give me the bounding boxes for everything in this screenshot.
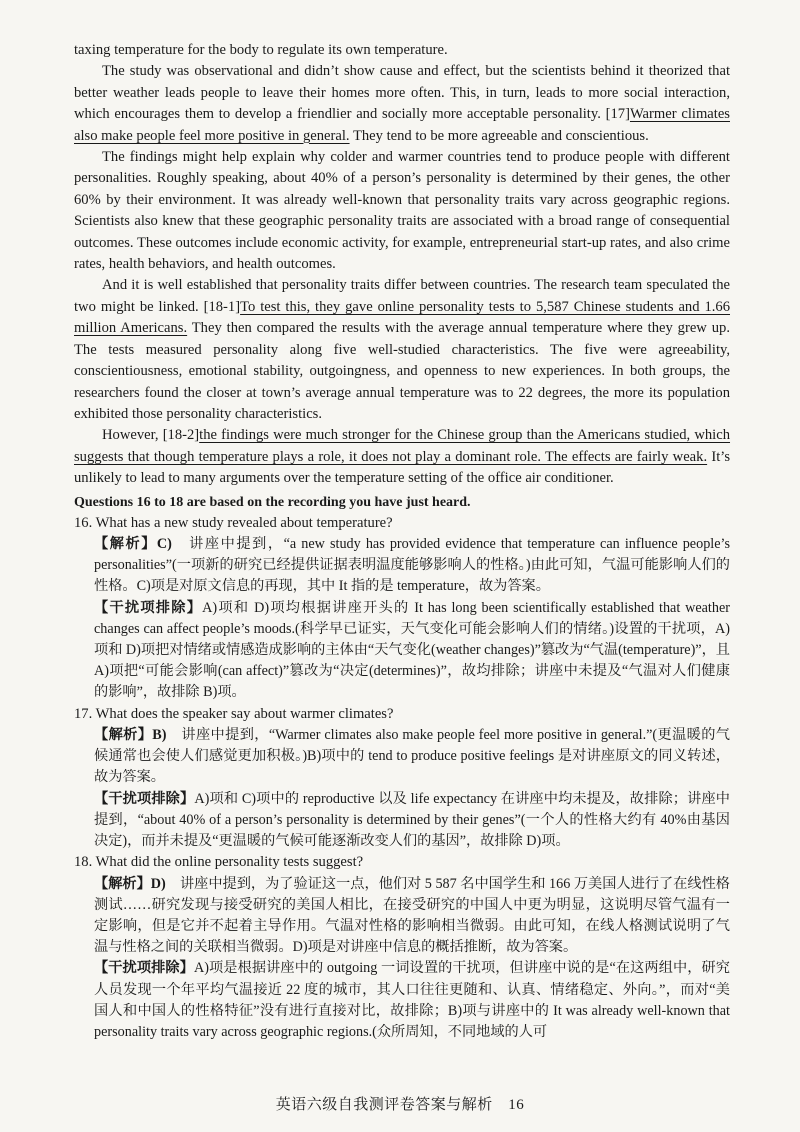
passage-paragraph-3 [74,275,730,425]
distractor-text: A)项是根据讲座中的 outgoing 一词设置的干扰项，但讲座中说的是“在这两组中，研究人员发现一个年平均气温接近 22 度的城市，其人口往往更随和、认真、情绪稳定、外向。”，而对“美国人和中国人的性格特征”没有进行直接对比，故排除；B)项与讲座中的 It was already well-known that personality traits vary across geographic regions.(众所周知，不同地域的人可 [94,960,730,1041]
distractor-18 [74,958,730,1043]
analysis-tag: 【解析】D) [94,875,166,892]
page-footer: 英语六级自我测评卷答案与解析 16 [275,1097,525,1113]
distractor-text: A)项和 D)项均根据讲座开头的 It has long been scientifically established that weather changes can affect people’s moods.(科学早已证实，天气变化可能会影响人们的情绪。)设置的干扰项，A)项和 D)项把对情绪或情感造成影响的主体由“天气变化(weather changes)”篡改为“气温(temperature)”，且 A)项把“可能会影响(can affect)”篡改为“决定(determines)”，故均排除；讲座中未提及“气温对人们健康的影响”，故排除 B)项。 [94,599,730,701]
underlined-answer-18-2: the findings were much stronger for the Chinese group than the Americans studied, which suggests that though temperature plays a role, it does not play a dominant role. The effects are fairly weak. [74,427,731,465]
passage-paragraph-2: The findings might help explain why colder and warmer countries tend to produce people with different personalities. Roughly speaking, about 40% of a person’s personality is determined by their genes, the other 60% by their environment. It was already well-known that personality traits vary across geographic regions. Scientists also knew that these geographic personality traits are associated with a broad range of consequential outcomes. These outcomes include economic activity, for example, entrepreneurial start-up rates, and also crime rates, health behaviors, and health outcomes. [74,149,730,273]
underlined-answer-17: Warmer climates also make people feel more positive in general. [74,106,730,144]
distractor-tag: 【干扰项排除】 [94,599,203,616]
question-17: 17. What does the speaker say about warmer climates? [74,705,394,722]
passage-text: And it is well established that personality traits differ between countries. The research team speculated the two might be linked. [18-1] [74,277,730,315]
passage-text: It’s unlikely to lead to many arguments over the temperature setting of the office air conditioner. [74,448,731,487]
question-16: 16. What has a new study revealed about temperature? [74,514,393,531]
distractor-tag: 【干扰项排除】 [94,790,195,807]
passage-paragraph-1 [74,61,730,147]
underlined-answer-18-1: To test this, they gave online personality tests to 5,587 Chinese students and 1.66 million Americans. [74,298,730,337]
passage-text: The study was observational and didn’t show cause and effect, but the scientists behind it theorized that better weather leads people to leave their homes more often. This, in turn, leads to more social interaction, which encourages them to develop a friendlier and socially more acceptable personality. [17] [74,63,730,123]
analysis-text: 讲座中提到，为了验证这一点，他们对 5 587 名中国学生和 166 万美国人进行了在线性格测试……研究发现与接受研究的美国人相比，在接受研究的中国人中更为明显，这说明尽管气温有一定影响，但是它并不起着主导作用。气温对性格的影响相当微弱。由此可知，在线人格测试说明了气温与性格之间的关联相当微弱。D)项是对讲座中信息的概括推断，故为答案。 [94,875,730,956]
passage-text: They then compared the results with the average annual temperature where they grew up. The tests measured personality along five well-studied characteristics. The five were agreeability, conscientiousness, emotional stability, outgoingness, and openness to new experiences. In both groups, the researchers found the closer at town’s average annual temperature was to 22 degrees, the more its population exhibited those personality characteristics. [74,320,730,422]
analysis-18 [74,874,730,959]
analysis-16 [74,534,730,598]
analysis-tag: 【解析】C) [94,535,172,552]
passage-paragraph-4 [74,425,730,489]
analysis-17 [74,725,730,789]
passage-paragraph-0: taxing temperature for the body to regulate its own temperature. [74,42,448,58]
analysis-text: 讲座中提到，“Warmer climates also make people feel more positive in general.”(更温暖的气候通常也会使人们感觉更加积极。)B)项中的 tend to produce positive feelings 是对讲座原文的同义转述，故为答案。 [94,726,730,786]
passage-text: They tend to be more agreeable and conscientious. [349,127,649,144]
passage-text: However, [18-2] [102,427,200,444]
distractor-text: A)项和 C)项中的 reproductive 以及 life expectancy 在讲座中均未提及，故排除；讲座中提到，“about 40% of a person’s personality is determined by their genes”(一个人的性格大约有 40%由基因决定)，而并未提及“更温暖的气候可能逐渐改变人们的基因”，故排除 D)项。 [94,790,730,849]
distractor-tag: 【干扰项排除】 [94,960,194,977]
analysis-tag: 【解析】B) [94,726,167,743]
questions-header: Questions 16 to 18 are based on the recording you have just heard. [74,494,471,510]
distractor-16 [74,598,730,704]
analysis-text: 讲座中提到，“a new study has provided evidence that temperature can influence people’s personalities”(一项新的研究已经提供证据表明温度能够影响人的性格。)由此可知，气温可能影响人们的性格。C)项是对原文信息的再现，其中 It 指的是 temperature，故为答案。 [94,535,730,595]
distractor-17 [74,789,730,853]
question-18: 18. What did the online personality tests suggest? [74,854,364,871]
